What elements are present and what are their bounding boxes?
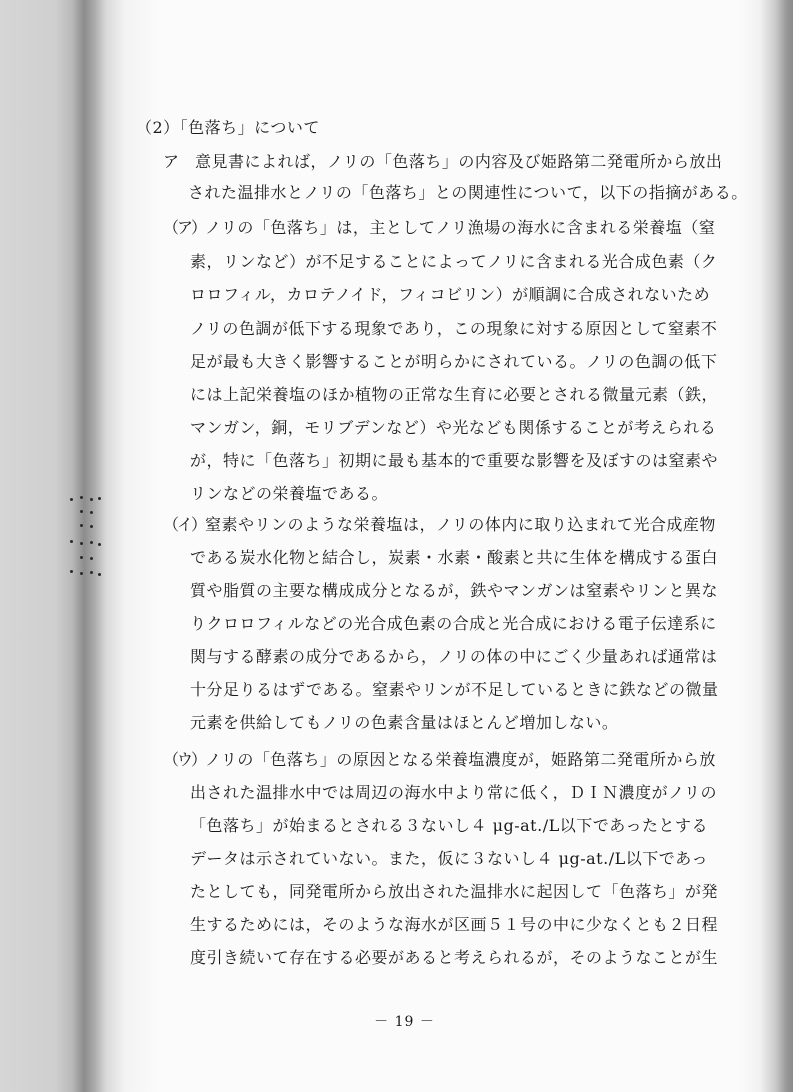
sub-item-u-line: たとしても，同発電所から放出された温排水に起因して「色落ち」が発 <box>190 882 719 901</box>
sub-item-u-line: 出された温排水中では周辺の海水中より常に低く，ＤＩＮ濃度がノリの <box>190 783 718 802</box>
binding-dot <box>90 541 93 544</box>
binding-dot <box>80 556 83 559</box>
binding-dot <box>90 511 93 514</box>
sub-item-a-line: 素，リンなど）が不足することによってノリに含まれる光合成色素（ク <box>190 252 718 271</box>
item-a-line: された温排水とノリの「色落ち」との関連性について，以下の指摘がある。 <box>188 183 748 202</box>
sub-item-i-marker: （イ） <box>163 515 206 534</box>
binding-hole-dots <box>68 494 104 584</box>
binding-dot <box>98 497 101 500</box>
sub-item-i-line: 十分足りるはずである。窒素やリンが不足しているときに鉄などの微量 <box>190 680 719 699</box>
sub-item-i-text: 窒素やリンのような栄養塩は，ノリの体内に取り込まれて光合成産物 <box>205 515 716 534</box>
sub-item-a-line: が，特に「色落ち」初期に最も基本的で重要な影響を及ぼすのは窒素や <box>190 451 719 470</box>
sub-item-i-line: りクロロフィルなどの光合成色素の合成と光合成における電子伝達系に <box>190 614 717 633</box>
sub-item-i-line: である炭水化物と結合し，炭素・水素・酸素と共に生体を構成する蛋白 <box>190 548 719 567</box>
binding-dot <box>90 525 93 528</box>
binding-dot <box>70 570 73 573</box>
binding-dot <box>80 510 83 513</box>
binding-dot <box>80 496 83 499</box>
sub-item-a-line: マンガン，銅，モリブデンなど）や光なども関係することが考えられる <box>190 418 717 437</box>
sub-item-u-marker: （ウ） <box>163 750 206 769</box>
item-a-line <box>163 150 722 174</box>
section-heading: （2）「色落ち」について <box>136 118 320 137</box>
sub-item-u-line: 「色落ち」が始まるとされる３ないし４ μg-at./L以下であったとする <box>190 816 709 835</box>
sub-item-u-text: ノリの「色落ち」の原因となる栄養塩濃度が，姫路第二発電所から放 <box>205 750 716 769</box>
sub-item-a-line: ノリの色調が低下する現象であり，この現象に対する原因として窒素不 <box>190 319 718 338</box>
binding-dot <box>80 572 83 575</box>
binding-dot <box>70 498 73 501</box>
sub-item-a-line: ロロフィル，カロテノイド，フィコビリン）が順調に合成されないため <box>190 285 711 304</box>
sub-item-u-line <box>163 748 716 772</box>
sub-item-u-line: データは示されていない。また，仮に３ないし４ μg-at./L以下であっ <box>190 849 709 868</box>
sub-item-a-line <box>163 216 715 240</box>
binding-dot <box>90 557 93 560</box>
binding-dot <box>80 524 83 527</box>
item-a-text: 意見書によれば，ノリの「色落ち」の内容及び姫路第二発電所から放出 <box>195 152 723 171</box>
sub-item-i-line <box>163 513 716 537</box>
sub-item-a-text: ノリの「色落ち」は，主としてノリ漁場の海水に含まれる栄養塩（窒 <box>205 218 716 237</box>
binding-dot <box>98 543 101 546</box>
sub-item-a-line: 足が最も大きく影響することが明らかにされている。ノリの色調の低下 <box>190 352 718 371</box>
sub-item-u-line: 生するためには，そのような海水が区画５１号の中に少なくとも２日程 <box>190 915 719 934</box>
sub-item-i-line: 元素を供給してもノリの色素含量はほとんど増加しない。 <box>190 713 619 732</box>
sub-item-u-line: 度引き続いて存在する必要があると考えられるが，そのようなことが生 <box>190 948 719 967</box>
binding-dot <box>80 542 83 545</box>
page-number: － 19 － <box>374 1014 435 1030</box>
binding-dot <box>98 573 101 576</box>
sub-item-a-marker: （ア） <box>163 218 206 237</box>
binding-dot <box>70 540 73 543</box>
binding-dot <box>90 498 93 501</box>
item-a-marker: ア <box>163 152 180 171</box>
sub-item-a-line: には上記栄養塩のほか植物の正常な生育に必要とされる微量元素（鉄， <box>190 385 719 404</box>
sub-item-i-line: 関与する酵素の成分であるから，ノリの体の中にごく少量あれば通常は <box>190 647 718 666</box>
binding-dot <box>90 571 93 574</box>
sub-item-i-line: 質や脂質の主要な構成成分となるが，鉄やマンガンは窒素やリンと異な <box>190 581 719 600</box>
sub-item-a-line: リンなどの栄養塩である。 <box>190 484 389 503</box>
